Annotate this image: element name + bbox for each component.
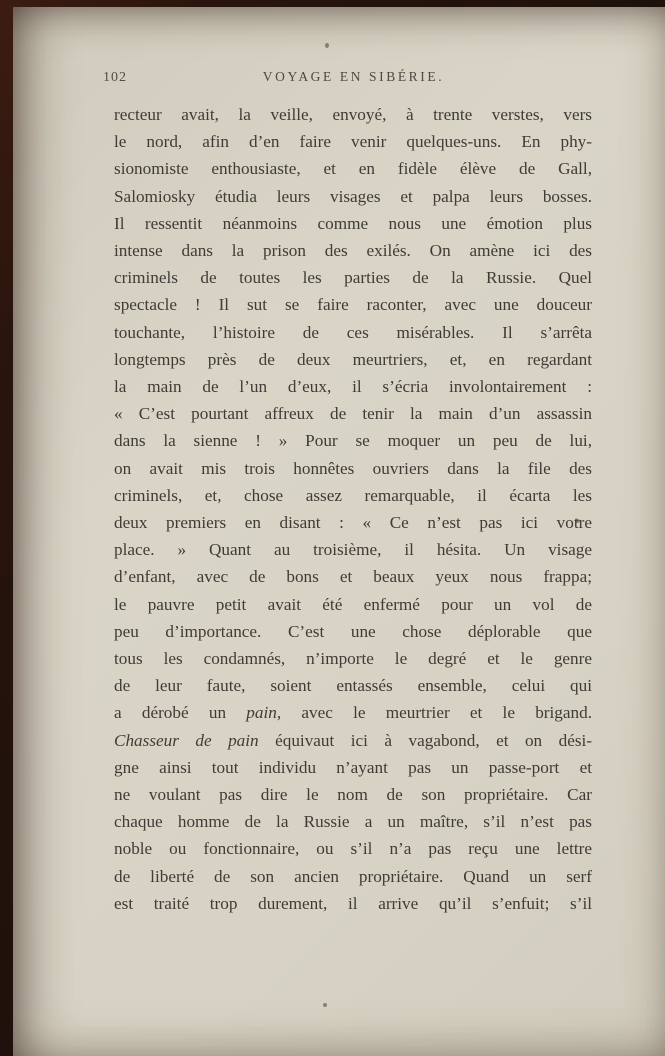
scan-speck: [325, 43, 329, 48]
text-line: a dérobé un pain, avec le meurtrier et le brigand.: [114, 703, 592, 723]
text-line: gne ainsi tout individu n’ayant pas un passe-port et: [114, 757, 592, 777]
text-line: spectacle ! Il sut se faire raconter, avec une douceur: [114, 295, 592, 315]
text-line: de liberté de son ancien propriétaire. Quand un serf: [114, 866, 592, 886]
text-line: Salomiosky étudia leurs visages et palpa leurs bosses.: [114, 186, 592, 206]
text-line: la main de l’un d’eux, il s’écria involontairement :: [114, 377, 592, 397]
body-text: [114, 101, 592, 917]
text-line: est traité trop durement, il arrive qu’il s’enfuit; s’il: [114, 893, 592, 913]
text-line: ne voulant pas dire le nom de son propriétaire. Car: [114, 785, 592, 805]
text-line: d’enfant, avec de bons et beaux yeux nous frappa;: [114, 567, 592, 587]
text-line: le nord, afin d’en faire venir quelques-uns. En phy-: [114, 132, 592, 152]
text-line: recteur avait, la veille, envoyé, à trente verstes, vers: [114, 105, 592, 124]
text-line: touchante, l’histoire de ces misérables. Il s’arrêta: [114, 322, 592, 342]
text-line: Il ressentit néanmoins comme nous une émotion plus: [114, 213, 592, 233]
text-line: peu d’importance. C’est une chose déplorable que: [114, 621, 592, 641]
text-line: on avait mis trois honnêtes ouvriers dans la file des: [114, 458, 592, 478]
text-line: noble ou fonctionnaire, ou s’il n’a pas reçu une lettre: [114, 839, 592, 859]
page-header: [103, 69, 593, 89]
page-number: 102: [103, 70, 127, 85]
text-line: longtemps près de deux meurtriers, et, en regardant: [114, 349, 592, 369]
text-line: criminels, et, chose assez remarquable, il écarta les: [114, 485, 592, 505]
text-line: place. » Quant au troisième, il hésita. Un visage: [114, 540, 592, 560]
text-line: Chasseur de pain équivaut ici à vagabond, et on dési-: [114, 730, 593, 750]
text-line: criminels de toutes les parties de la Russie. Quel: [114, 268, 592, 288]
text-line: de leur faute, soient entassés ensemble, celui qui: [114, 676, 592, 696]
scan-speck: [323, 1003, 327, 1007]
text-line: tous les condamnés, n’importe le degré et le genre: [114, 649, 592, 669]
text-line: chaque homme de la Russie a un maître, s’il n’est pas: [114, 812, 592, 832]
book-page: [13, 7, 665, 1056]
text-line: deux premiers en disant : « Ce n’est pas ici votre: [114, 513, 592, 533]
running-title: VOYAGE EN SIBÉRIE.: [262, 69, 445, 84]
text-line: dans la sienne ! » Pour se moquer un peu de lui,: [114, 431, 592, 451]
text-line: intense dans la prison des exilés. On amène ici des: [114, 241, 592, 261]
text-line: « C’est pourtant affreux de tenir la main d’un assassin: [114, 404, 592, 424]
text-line: sionomiste enthousiaste, et en fidèle élève de Gall,: [114, 159, 592, 179]
text-line: le pauvre petit avait été enfermé pour un vol de: [114, 594, 592, 614]
